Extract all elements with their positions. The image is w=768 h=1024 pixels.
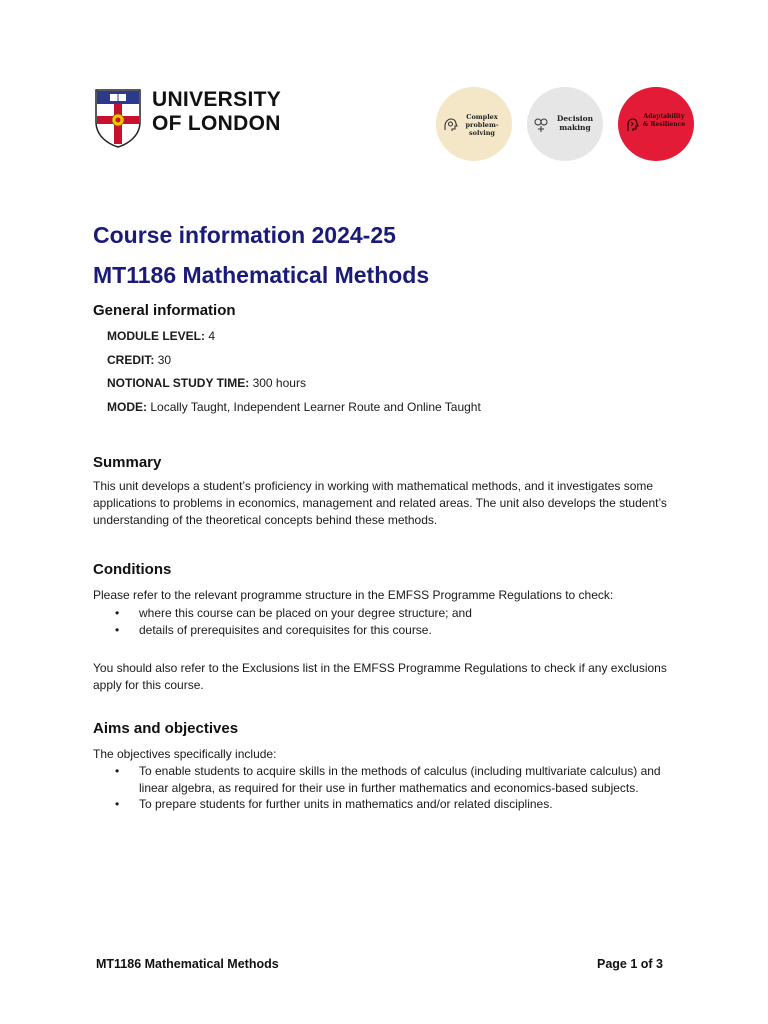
footer-page-number: Page 1 of 3 bbox=[597, 957, 663, 971]
info-label: CREDIT: bbox=[107, 353, 155, 367]
list-item: • details of prerequisites and corequisites for this course. bbox=[115, 622, 432, 637]
general-info-heading: General information bbox=[93, 302, 236, 319]
study-time-line bbox=[107, 376, 306, 390]
info-value: Locally Taught, Independent Learner Route and Online Taught bbox=[150, 400, 481, 414]
footer-module-name: MT1186 Mathematical Methods bbox=[96, 957, 279, 971]
conditions-heading: Conditions bbox=[93, 561, 172, 578]
conditions-intro: Please refer to the relevant programme structure in the EMFSS Programme Regulations to check: bbox=[93, 588, 614, 602]
skill-label: Complex problem-solving bbox=[465, 113, 499, 137]
credit-line bbox=[107, 353, 171, 367]
info-value: 30 bbox=[157, 353, 172, 367]
exclusions-note: You should also refer to the Exclusions list in the EMFSS Programme Regulations to check if any exclusions apply for this course. bbox=[93, 661, 667, 692]
aims-heading: Aims and objectives bbox=[93, 720, 239, 737]
skill-label: Adaptability & Resilience bbox=[642, 113, 686, 128]
logo-line-1: UNIVERSITY bbox=[152, 88, 282, 111]
info-label: NOTIONAL STUDY TIME: bbox=[107, 376, 250, 390]
info-value: 300 hours bbox=[252, 376, 306, 390]
summary-heading: Summary bbox=[93, 454, 162, 471]
aims-bullets bbox=[93, 763, 683, 813]
summary-text: This unit develops a student’s proficiency in working with mathematical methods, and it investigates some applications to problems in economics, management and related areas. The unit also develops the student’s understanding of the theoretical concepts behind these methods. bbox=[93, 479, 667, 527]
logo-wordmark bbox=[152, 88, 281, 136]
skill-label: Decision making bbox=[556, 114, 594, 132]
gears-head-icon bbox=[442, 117, 458, 133]
module-title: MT1186 Mathematical Methods bbox=[93, 262, 430, 288]
mode-line bbox=[107, 400, 481, 414]
aims-intro: The objectives specifically include: bbox=[93, 747, 277, 761]
logo-line-2: OF LONDON bbox=[152, 112, 281, 135]
decision-icon bbox=[533, 117, 549, 133]
skill-badge-adaptability bbox=[618, 87, 694, 161]
list-item: • To prepare students for further units in mathematics and/or related disciplines. bbox=[115, 797, 553, 811]
resilience-icon bbox=[624, 117, 640, 133]
skill-badge-problem-solving bbox=[436, 87, 512, 161]
list-item: • where this course can be placed on your degree structure; and bbox=[115, 606, 472, 620]
module-level-line bbox=[107, 329, 215, 343]
info-label: MODULE LEVEL: bbox=[107, 329, 205, 343]
list-item: • To enable students to acquire skills in the methods of calculus (including multivariate calculus) and linear algebra, as required for their use in further mathematics and economics-based subjects. bbox=[115, 764, 661, 795]
info-label: MODE: bbox=[107, 400, 147, 414]
university-logo bbox=[94, 88, 294, 150]
conditions-bullets bbox=[93, 605, 693, 638]
crest-icon bbox=[94, 88, 142, 148]
course-info-title: Course information 2024-25 bbox=[93, 222, 396, 248]
info-value: 4 bbox=[208, 329, 216, 343]
skill-badge-decision-making bbox=[527, 87, 603, 161]
